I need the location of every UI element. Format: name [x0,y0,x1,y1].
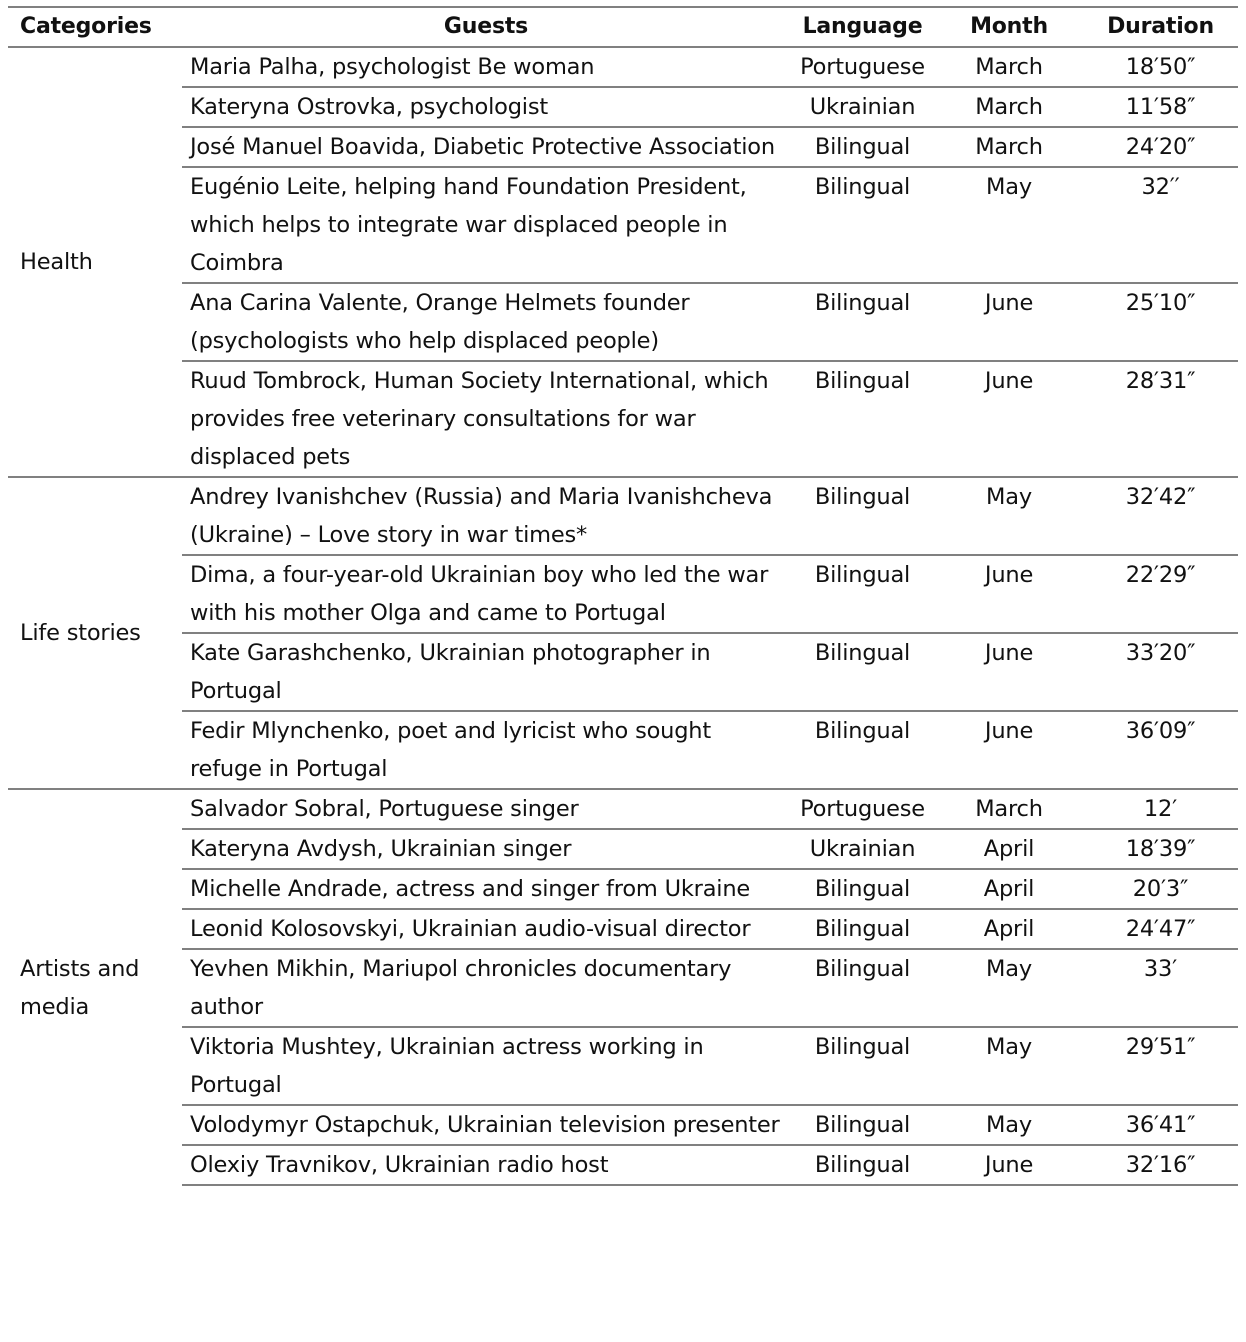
guest-cell: Ana Carina Valente, Orange Helmets founder (psychologists who help displaced people) [182,283,790,361]
guest-cell: Maria Palha, psychologist Be woman [182,47,790,87]
duration-cell: 20′3″ [1083,869,1238,909]
duration-cell: 32′16″ [1083,1145,1238,1185]
month-cell: March [935,47,1083,87]
table-row [8,949,1238,1027]
table-row [8,283,1238,361]
language-cell: Bilingual [790,633,935,711]
month-cell: May [935,1105,1083,1145]
guests-table [8,6,1238,1186]
duration-cell: 29′51″ [1083,1027,1238,1105]
duration-cell: 32′′ [1083,167,1238,283]
category-cell: Artists and media [8,789,182,1185]
language-cell: Bilingual [790,1105,935,1145]
table-row [8,909,1238,949]
guest-cell: Andrey Ivanishchev (Russia) and Maria Ivanishcheva (Ukraine) – Love story in war times* [182,477,790,555]
table-row [8,555,1238,633]
duration-cell: 36′09″ [1083,711,1238,789]
duration-cell: 25′10″ [1083,283,1238,361]
month-cell: June [935,361,1083,477]
duration-cell: 11′58″ [1083,87,1238,127]
guest-cell: Olexiy Travnikov, Ukrainian radio host [182,1145,790,1185]
month-cell: March [935,789,1083,829]
table-row [8,361,1238,477]
language-cell: Bilingual [790,167,935,283]
duration-cell: 32′42″ [1083,477,1238,555]
month-cell: April [935,829,1083,869]
guest-cell: Kateryna Ostrovka, psychologist [182,87,790,127]
month-cell: March [935,127,1083,167]
header-row [8,7,1238,47]
month-cell: May [935,1027,1083,1105]
guest-cell: José Manuel Boavida, Diabetic Protective Association [182,127,790,167]
language-cell: Bilingual [790,1027,935,1105]
language-cell: Portuguese [790,789,935,829]
table-row [8,87,1238,127]
duration-cell: 28′31″ [1083,361,1238,477]
guest-cell: Kate Garashchenko, Ukrainian photographer in Portugal [182,633,790,711]
language-cell: Ukrainian [790,87,935,127]
duration-cell: 18′50″ [1083,47,1238,87]
language-cell: Ukrainian [790,829,935,869]
language-cell: Bilingual [790,1145,935,1185]
month-cell: June [935,555,1083,633]
guest-cell: Yevhen Mikhin, Mariupol chronicles documentary author [182,949,790,1027]
header-categories: Categories [20,14,152,39]
month-cell: June [935,283,1083,361]
table-row [8,789,1238,829]
duration-cell: 12′ [1083,789,1238,829]
guest-cell: Fedir Mlynchenko, poet and lyricist who sought refuge in Portugal [182,711,790,789]
language-cell: Bilingual [790,477,935,555]
table-body [8,47,1238,1185]
language-cell: Bilingual [790,949,935,1027]
language-cell: Bilingual [790,127,935,167]
month-cell: May [935,477,1083,555]
guest-cell: Dima, a four-year-old Ukrainian boy who led the war with his mother Olga and came to Portugal [182,555,790,633]
table-row [8,167,1238,283]
language-cell: Bilingual [790,869,935,909]
guest-cell: Viktoria Mushtey, Ukrainian actress working in Portugal [182,1027,790,1105]
table-row [8,1027,1238,1105]
table-row [8,127,1238,167]
guest-cell: Michelle Andrade, actress and singer from Ukraine [182,869,790,909]
month-cell: June [935,1145,1083,1185]
table-row [8,869,1238,909]
table-row [8,1105,1238,1145]
guest-cell: Salvador Sobral, Portuguese singer [182,789,790,829]
month-cell: May [935,167,1083,283]
language-cell: Bilingual [790,283,935,361]
guest-cell: Leonid Kolosovskyi, Ukrainian audio-visual director [182,909,790,949]
month-cell: April [935,909,1083,949]
language-cell: Portuguese [790,47,935,87]
language-cell: Bilingual [790,909,935,949]
guest-cell: Eugénio Leite, helping hand Foundation President, which helps to integrate war displaced people in Coimbra [182,167,790,283]
table-row [8,633,1238,711]
language-cell: Bilingual [790,555,935,633]
header-language: Language [802,14,923,39]
category-cell: Health [20,249,93,275]
month-cell: June [935,711,1083,789]
language-cell: Bilingual [790,361,935,477]
guest-cell: Kateryna Avdysh, Ukrainian singer [182,829,790,869]
month-cell: April [935,869,1083,909]
guest-cell: Ruud Tombrock, Human Society International, which provides free veterinary consultations for war displaced pets [182,361,790,477]
duration-cell: 33′ [1083,949,1238,1027]
table-row [8,1145,1238,1185]
header-duration: Duration [1107,14,1214,39]
table-row [8,47,1238,87]
duration-cell: 36′41″ [1083,1105,1238,1145]
guest-cell: Volodymyr Ostapchuk, Ukrainian television presenter [182,1105,790,1145]
header-month: Month [970,14,1048,39]
table-row [8,711,1238,789]
month-cell: May [935,949,1083,1027]
duration-cell: 22′29″ [1083,555,1238,633]
duration-cell: 24′47″ [1083,909,1238,949]
month-cell: March [935,87,1083,127]
table-row [8,829,1238,869]
category-cell: Life stories [8,477,182,789]
duration-cell: 18′39″ [1083,829,1238,869]
duration-cell: 24′20″ [1083,127,1238,167]
duration-cell: 33′20″ [1083,633,1238,711]
header-guests: Guests [443,14,529,39]
table-row [8,477,1238,555]
month-cell: June [935,633,1083,711]
language-cell: Bilingual [790,711,935,789]
